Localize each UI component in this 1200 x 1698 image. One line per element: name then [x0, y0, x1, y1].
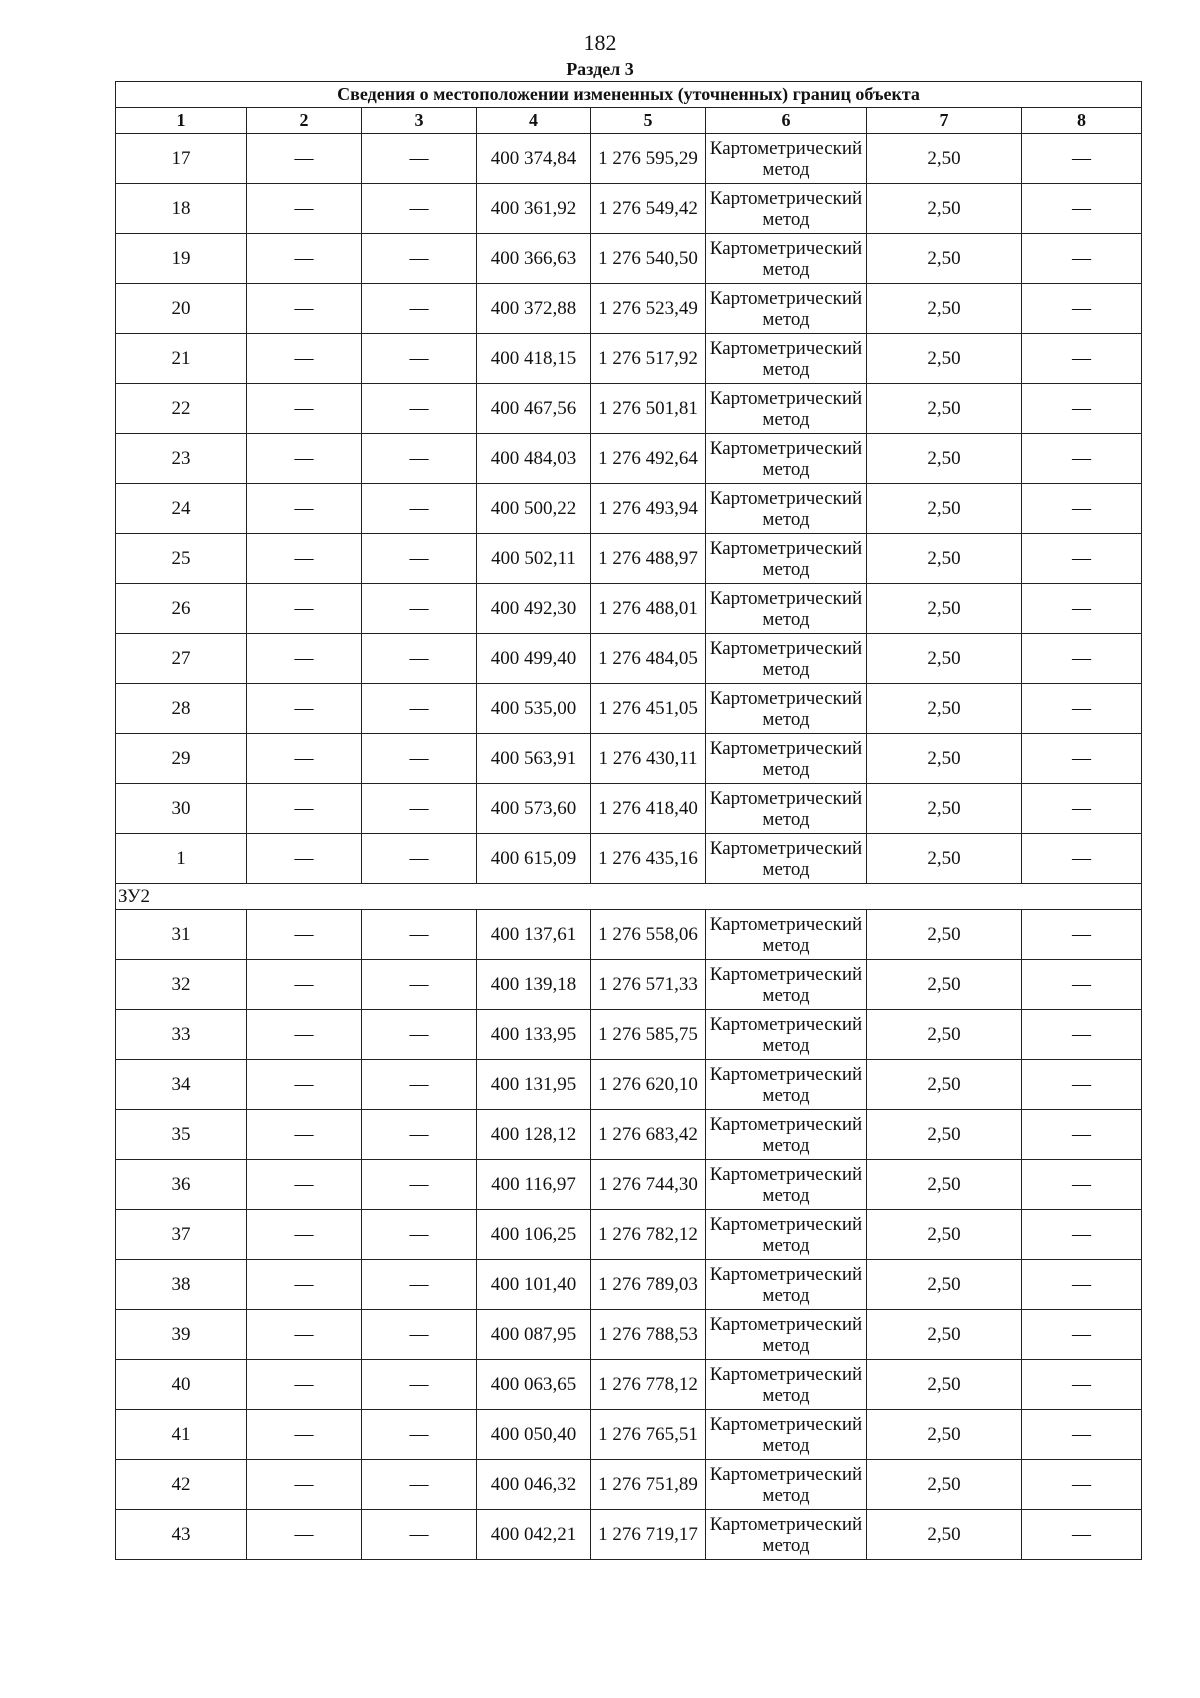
column-2-cell: —: [247, 1010, 362, 1060]
column-3-cell: —: [362, 384, 477, 434]
point-number-cell: 33: [116, 1010, 247, 1060]
table-row: [116, 1110, 1142, 1160]
method-cell: Картометрический метод: [706, 1210, 867, 1260]
method-cell: Картометрический метод: [706, 910, 867, 960]
column-number: 1: [116, 108, 247, 134]
column-8-cell: —: [1022, 834, 1142, 884]
point-number-cell: 22: [116, 384, 247, 434]
x-coordinate-cell: 400 615,09: [477, 834, 591, 884]
column-8-cell: —: [1022, 434, 1142, 484]
column-2-cell: —: [247, 634, 362, 684]
column-8-cell: —: [1022, 1360, 1142, 1410]
column-2-cell: —: [247, 1260, 362, 1310]
column-3-cell: —: [362, 1510, 477, 1560]
method-cell: Картометрический метод: [706, 734, 867, 784]
y-coordinate-cell: 1 276 493,94: [591, 484, 706, 534]
accuracy-cell: 2,50: [867, 1160, 1022, 1210]
point-number-cell: 34: [116, 1060, 247, 1110]
column-number: 8: [1022, 108, 1142, 134]
table-row: [116, 834, 1142, 884]
point-number-cell: 41: [116, 1410, 247, 1460]
group-label: ЗУ2: [116, 884, 1142, 910]
column-8-cell: —: [1022, 384, 1142, 434]
column-3-cell: —: [362, 134, 477, 184]
column-2-cell: —: [247, 1210, 362, 1260]
x-coordinate-cell: 400 087,95: [477, 1310, 591, 1360]
accuracy-cell: 2,50: [867, 1210, 1022, 1260]
y-coordinate-cell: 1 276 488,01: [591, 584, 706, 634]
point-number-cell: 17: [116, 134, 247, 184]
column-2-cell: —: [247, 1060, 362, 1110]
y-coordinate-cell: 1 276 719,17: [591, 1510, 706, 1560]
point-number-cell: 24: [116, 484, 247, 534]
accuracy-cell: 2,50: [867, 384, 1022, 434]
accuracy-cell: 2,50: [867, 284, 1022, 334]
method-cell: Картометрический метод: [706, 1510, 867, 1560]
point-number-cell: 31: [116, 910, 247, 960]
column-8-cell: —: [1022, 910, 1142, 960]
column-3-cell: —: [362, 1460, 477, 1510]
accuracy-cell: 2,50: [867, 484, 1022, 534]
column-3-cell: —: [362, 684, 477, 734]
table-row: [116, 910, 1142, 960]
column-number: 6: [706, 108, 867, 134]
table-row: [116, 1160, 1142, 1210]
x-coordinate-cell: 400 535,00: [477, 684, 591, 734]
table-body-group-2-header: [116, 884, 1142, 910]
column-2-cell: —: [247, 784, 362, 834]
y-coordinate-cell: 1 276 488,97: [591, 534, 706, 584]
accuracy-cell: 2,50: [867, 1360, 1022, 1410]
x-coordinate-cell: 400 101,40: [477, 1260, 591, 1310]
x-coordinate-cell: 400 042,21: [477, 1510, 591, 1560]
method-cell: Картометрический метод: [706, 1010, 867, 1060]
method-cell: Картометрический метод: [706, 1410, 867, 1460]
table-body-group-2: [116, 910, 1142, 1560]
method-cell: Картометрический метод: [706, 384, 867, 434]
x-coordinate-cell: 400 128,12: [477, 1110, 591, 1160]
accuracy-cell: 2,50: [867, 1110, 1022, 1160]
y-coordinate-cell: 1 276 435,16: [591, 834, 706, 884]
column-number: 4: [477, 108, 591, 134]
table-row: [116, 1460, 1142, 1510]
column-2-cell: —: [247, 684, 362, 734]
column-2-cell: —: [247, 1460, 362, 1510]
column-3-cell: —: [362, 584, 477, 634]
column-2-cell: —: [247, 184, 362, 234]
column-3-cell: —: [362, 1160, 477, 1210]
x-coordinate-cell: 400 374,84: [477, 134, 591, 184]
column-8-cell: —: [1022, 584, 1142, 634]
table-row: [116, 784, 1142, 834]
table-row: [116, 1310, 1142, 1360]
table-row: [116, 234, 1142, 284]
y-coordinate-cell: 1 276 517,92: [591, 334, 706, 384]
table-row: [116, 960, 1142, 1010]
column-3-cell: —: [362, 834, 477, 884]
table-row: [116, 734, 1142, 784]
x-coordinate-cell: 400 500,22: [477, 484, 591, 534]
section-title: Раздел 3: [566, 59, 634, 79]
y-coordinate-cell: 1 276 418,40: [591, 784, 706, 834]
coordinates-table: [115, 81, 1142, 1560]
column-8-cell: —: [1022, 960, 1142, 1010]
method-cell: Картометрический метод: [706, 334, 867, 384]
method-cell: Картометрический метод: [706, 784, 867, 834]
table-row: [116, 1410, 1142, 1460]
accuracy-cell: 2,50: [867, 1260, 1022, 1310]
method-cell: Картометрический метод: [706, 1310, 867, 1360]
method-cell: Картометрический метод: [706, 1160, 867, 1210]
column-3-cell: —: [362, 634, 477, 684]
column-3-cell: —: [362, 234, 477, 284]
x-coordinate-cell: 400 137,61: [477, 910, 591, 960]
y-coordinate-cell: 1 276 571,33: [591, 960, 706, 1010]
y-coordinate-cell: 1 276 778,12: [591, 1360, 706, 1410]
x-coordinate-cell: 400 484,03: [477, 434, 591, 484]
column-8-cell: —: [1022, 284, 1142, 334]
method-cell: Картометрический метод: [706, 184, 867, 234]
y-coordinate-cell: 1 276 782,12: [591, 1210, 706, 1260]
column-2-cell: —: [247, 384, 362, 434]
table-row: [116, 334, 1142, 384]
accuracy-cell: 2,50: [867, 634, 1022, 684]
y-coordinate-cell: 1 276 788,53: [591, 1310, 706, 1360]
table-row: [116, 484, 1142, 534]
column-8-cell: —: [1022, 1310, 1142, 1360]
column-8-cell: —: [1022, 334, 1142, 384]
column-3-cell: —: [362, 784, 477, 834]
method-cell: Картометрический метод: [706, 434, 867, 484]
x-coordinate-cell: 400 133,95: [477, 1010, 591, 1060]
accuracy-cell: 2,50: [867, 1310, 1022, 1360]
y-coordinate-cell: 1 276 430,11: [591, 734, 706, 784]
column-2-cell: —: [247, 910, 362, 960]
column-2-cell: —: [247, 1310, 362, 1360]
accuracy-cell: 2,50: [867, 334, 1022, 384]
x-coordinate-cell: 400 063,65: [477, 1360, 591, 1410]
column-2-cell: —: [247, 234, 362, 284]
column-3-cell: —: [362, 1260, 477, 1310]
point-number-cell: 27: [116, 634, 247, 684]
column-8-cell: —: [1022, 634, 1142, 684]
column-2-cell: —: [247, 434, 362, 484]
method-cell: Картометрический метод: [706, 1360, 867, 1410]
point-number-cell: 29: [116, 734, 247, 784]
column-2-cell: —: [247, 1510, 362, 1560]
method-cell: Картометрический метод: [706, 234, 867, 284]
x-coordinate-cell: 400 050,40: [477, 1410, 591, 1460]
x-coordinate-cell: 400 573,60: [477, 784, 591, 834]
column-3-cell: —: [362, 284, 477, 334]
point-number-cell: 23: [116, 434, 247, 484]
table-row: [116, 284, 1142, 334]
column-8-cell: —: [1022, 1060, 1142, 1110]
x-coordinate-cell: 400 563,91: [477, 734, 591, 784]
y-coordinate-cell: 1 276 765,51: [591, 1410, 706, 1460]
x-coordinate-cell: 400 418,15: [477, 334, 591, 384]
page-number: 182: [583, 30, 617, 55]
column-8-cell: —: [1022, 234, 1142, 284]
method-cell: Картометрический метод: [706, 1260, 867, 1310]
y-coordinate-cell: 1 276 484,05: [591, 634, 706, 684]
y-coordinate-cell: 1 276 451,05: [591, 684, 706, 734]
column-8-cell: —: [1022, 1110, 1142, 1160]
column-2-cell: —: [247, 484, 362, 534]
x-coordinate-cell: 400 467,56: [477, 384, 591, 434]
column-8-cell: —: [1022, 184, 1142, 234]
accuracy-cell: 2,50: [867, 784, 1022, 834]
point-number-cell: 25: [116, 534, 247, 584]
x-coordinate-cell: 400 492,30: [477, 584, 591, 634]
table-row: [116, 134, 1142, 184]
accuracy-cell: 2,50: [867, 1460, 1022, 1510]
column-3-cell: —: [362, 1110, 477, 1160]
column-3-cell: —: [362, 484, 477, 534]
x-coordinate-cell: 400 372,88: [477, 284, 591, 334]
y-coordinate-cell: 1 276 540,50: [591, 234, 706, 284]
accuracy-cell: 2,50: [867, 1060, 1022, 1110]
y-coordinate-cell: 1 276 492,64: [591, 434, 706, 484]
accuracy-cell: 2,50: [867, 684, 1022, 734]
column-2-cell: —: [247, 1410, 362, 1460]
y-coordinate-cell: 1 276 558,06: [591, 910, 706, 960]
table-body-group-1: [116, 134, 1142, 884]
column-8-cell: —: [1022, 1010, 1142, 1060]
method-cell: Картометрический метод: [706, 1110, 867, 1160]
table-row: [116, 434, 1142, 484]
accuracy-cell: 2,50: [867, 1510, 1022, 1560]
accuracy-cell: 2,50: [867, 234, 1022, 284]
point-number-cell: 38: [116, 1260, 247, 1310]
point-number-cell: 32: [116, 960, 247, 1010]
table-row: [116, 584, 1142, 634]
column-3-cell: —: [362, 184, 477, 234]
method-cell: Картометрический метод: [706, 684, 867, 734]
accuracy-cell: 2,50: [867, 534, 1022, 584]
column-8-cell: —: [1022, 1160, 1142, 1210]
table-title: Сведения о местоположении измененных (уточненных) границ объекта: [116, 82, 1142, 108]
y-coordinate-cell: 1 276 523,49: [591, 284, 706, 334]
point-number-cell: 21: [116, 334, 247, 384]
table-row: [116, 1510, 1142, 1560]
method-cell: Картометрический метод: [706, 834, 867, 884]
column-2-cell: —: [247, 1160, 362, 1210]
column-8-cell: —: [1022, 534, 1142, 584]
point-number-cell: 19: [116, 234, 247, 284]
column-2-cell: —: [247, 334, 362, 384]
point-number-cell: 28: [116, 684, 247, 734]
x-coordinate-cell: 400 116,97: [477, 1160, 591, 1210]
table-row: [116, 1060, 1142, 1110]
column-3-cell: —: [362, 334, 477, 384]
column-8-cell: —: [1022, 784, 1142, 834]
table-row: [116, 1010, 1142, 1060]
group-row: [116, 884, 1142, 910]
x-coordinate-cell: 400 502,11: [477, 534, 591, 584]
column-number: 3: [362, 108, 477, 134]
accuracy-cell: 2,50: [867, 434, 1022, 484]
column-8-cell: —: [1022, 1410, 1142, 1460]
column-2-cell: —: [247, 734, 362, 784]
column-3-cell: —: [362, 960, 477, 1010]
column-8-cell: —: [1022, 484, 1142, 534]
column-2-cell: —: [247, 284, 362, 334]
x-coordinate-cell: 400 131,95: [477, 1060, 591, 1110]
column-number: 2: [247, 108, 362, 134]
accuracy-cell: 2,50: [867, 584, 1022, 634]
point-number-cell: 30: [116, 784, 247, 834]
method-cell: Картометрический метод: [706, 960, 867, 1010]
accuracy-cell: 2,50: [867, 184, 1022, 234]
method-cell: Картометрический метод: [706, 584, 867, 634]
column-3-cell: —: [362, 1060, 477, 1110]
y-coordinate-cell: 1 276 683,42: [591, 1110, 706, 1160]
column-8-cell: —: [1022, 684, 1142, 734]
point-number-cell: 37: [116, 1210, 247, 1260]
column-3-cell: —: [362, 1360, 477, 1410]
x-coordinate-cell: 400 366,63: [477, 234, 591, 284]
column-8-cell: —: [1022, 1510, 1142, 1560]
x-coordinate-cell: 400 499,40: [477, 634, 591, 684]
method-cell: Картометрический метод: [706, 534, 867, 584]
column-8-cell: —: [1022, 734, 1142, 784]
table-row: [116, 384, 1142, 434]
x-coordinate-cell: 400 106,25: [477, 1210, 591, 1260]
column-3-cell: —: [362, 1410, 477, 1460]
point-number-cell: 35: [116, 1110, 247, 1160]
column-8-cell: —: [1022, 1210, 1142, 1260]
x-coordinate-cell: 400 046,32: [477, 1460, 591, 1510]
accuracy-cell: 2,50: [867, 734, 1022, 784]
point-number-cell: 26: [116, 584, 247, 634]
column-3-cell: —: [362, 434, 477, 484]
y-coordinate-cell: 1 276 789,03: [591, 1260, 706, 1310]
y-coordinate-cell: 1 276 585,75: [591, 1010, 706, 1060]
column-number: 7: [867, 108, 1022, 134]
point-number-cell: 39: [116, 1310, 247, 1360]
point-number-cell: 40: [116, 1360, 247, 1410]
column-8-cell: —: [1022, 1260, 1142, 1310]
column-2-cell: —: [247, 834, 362, 884]
column-2-cell: —: [247, 534, 362, 584]
y-coordinate-cell: 1 276 549,42: [591, 184, 706, 234]
column-number-row: [116, 108, 1142, 134]
y-coordinate-cell: 1 276 595,29: [591, 134, 706, 184]
point-number-cell: 36: [116, 1160, 247, 1210]
column-3-cell: —: [362, 1010, 477, 1060]
table-row: [116, 1360, 1142, 1410]
table-row: [116, 1260, 1142, 1310]
point-number-cell: 1: [116, 834, 247, 884]
column-3-cell: —: [362, 910, 477, 960]
accuracy-cell: 2,50: [867, 910, 1022, 960]
column-2-cell: —: [247, 1110, 362, 1160]
x-coordinate-cell: 400 361,92: [477, 184, 591, 234]
accuracy-cell: 2,50: [867, 134, 1022, 184]
column-2-cell: —: [247, 584, 362, 634]
column-8-cell: —: [1022, 1460, 1142, 1510]
y-coordinate-cell: 1 276 744,30: [591, 1160, 706, 1210]
accuracy-cell: 2,50: [867, 1010, 1022, 1060]
point-number-cell: 20: [116, 284, 247, 334]
column-3-cell: —: [362, 534, 477, 584]
method-cell: Картометрический метод: [706, 484, 867, 534]
column-8-cell: —: [1022, 134, 1142, 184]
point-number-cell: 18: [116, 184, 247, 234]
column-3-cell: —: [362, 734, 477, 784]
table-row: [116, 184, 1142, 234]
x-coordinate-cell: 400 139,18: [477, 960, 591, 1010]
point-number-cell: 42: [116, 1460, 247, 1510]
accuracy-cell: 2,50: [867, 1410, 1022, 1460]
column-2-cell: —: [247, 134, 362, 184]
method-cell: Картометрический метод: [706, 1460, 867, 1510]
y-coordinate-cell: 1 276 501,81: [591, 384, 706, 434]
column-3-cell: —: [362, 1210, 477, 1260]
table-row: [116, 634, 1142, 684]
table-row: [116, 1210, 1142, 1260]
column-2-cell: —: [247, 960, 362, 1010]
method-cell: Картометрический метод: [706, 284, 867, 334]
y-coordinate-cell: 1 276 620,10: [591, 1060, 706, 1110]
accuracy-cell: 2,50: [867, 960, 1022, 1010]
y-coordinate-cell: 1 276 751,89: [591, 1460, 706, 1510]
method-cell: Картометрический метод: [706, 634, 867, 684]
table-row: [116, 534, 1142, 584]
column-3-cell: —: [362, 1310, 477, 1360]
method-cell: Картометрический метод: [706, 134, 867, 184]
point-number-cell: 43: [116, 1510, 247, 1560]
column-number: 5: [591, 108, 706, 134]
accuracy-cell: 2,50: [867, 834, 1022, 884]
column-2-cell: —: [247, 1360, 362, 1410]
table-row: [116, 684, 1142, 734]
method-cell: Картометрический метод: [706, 1060, 867, 1110]
